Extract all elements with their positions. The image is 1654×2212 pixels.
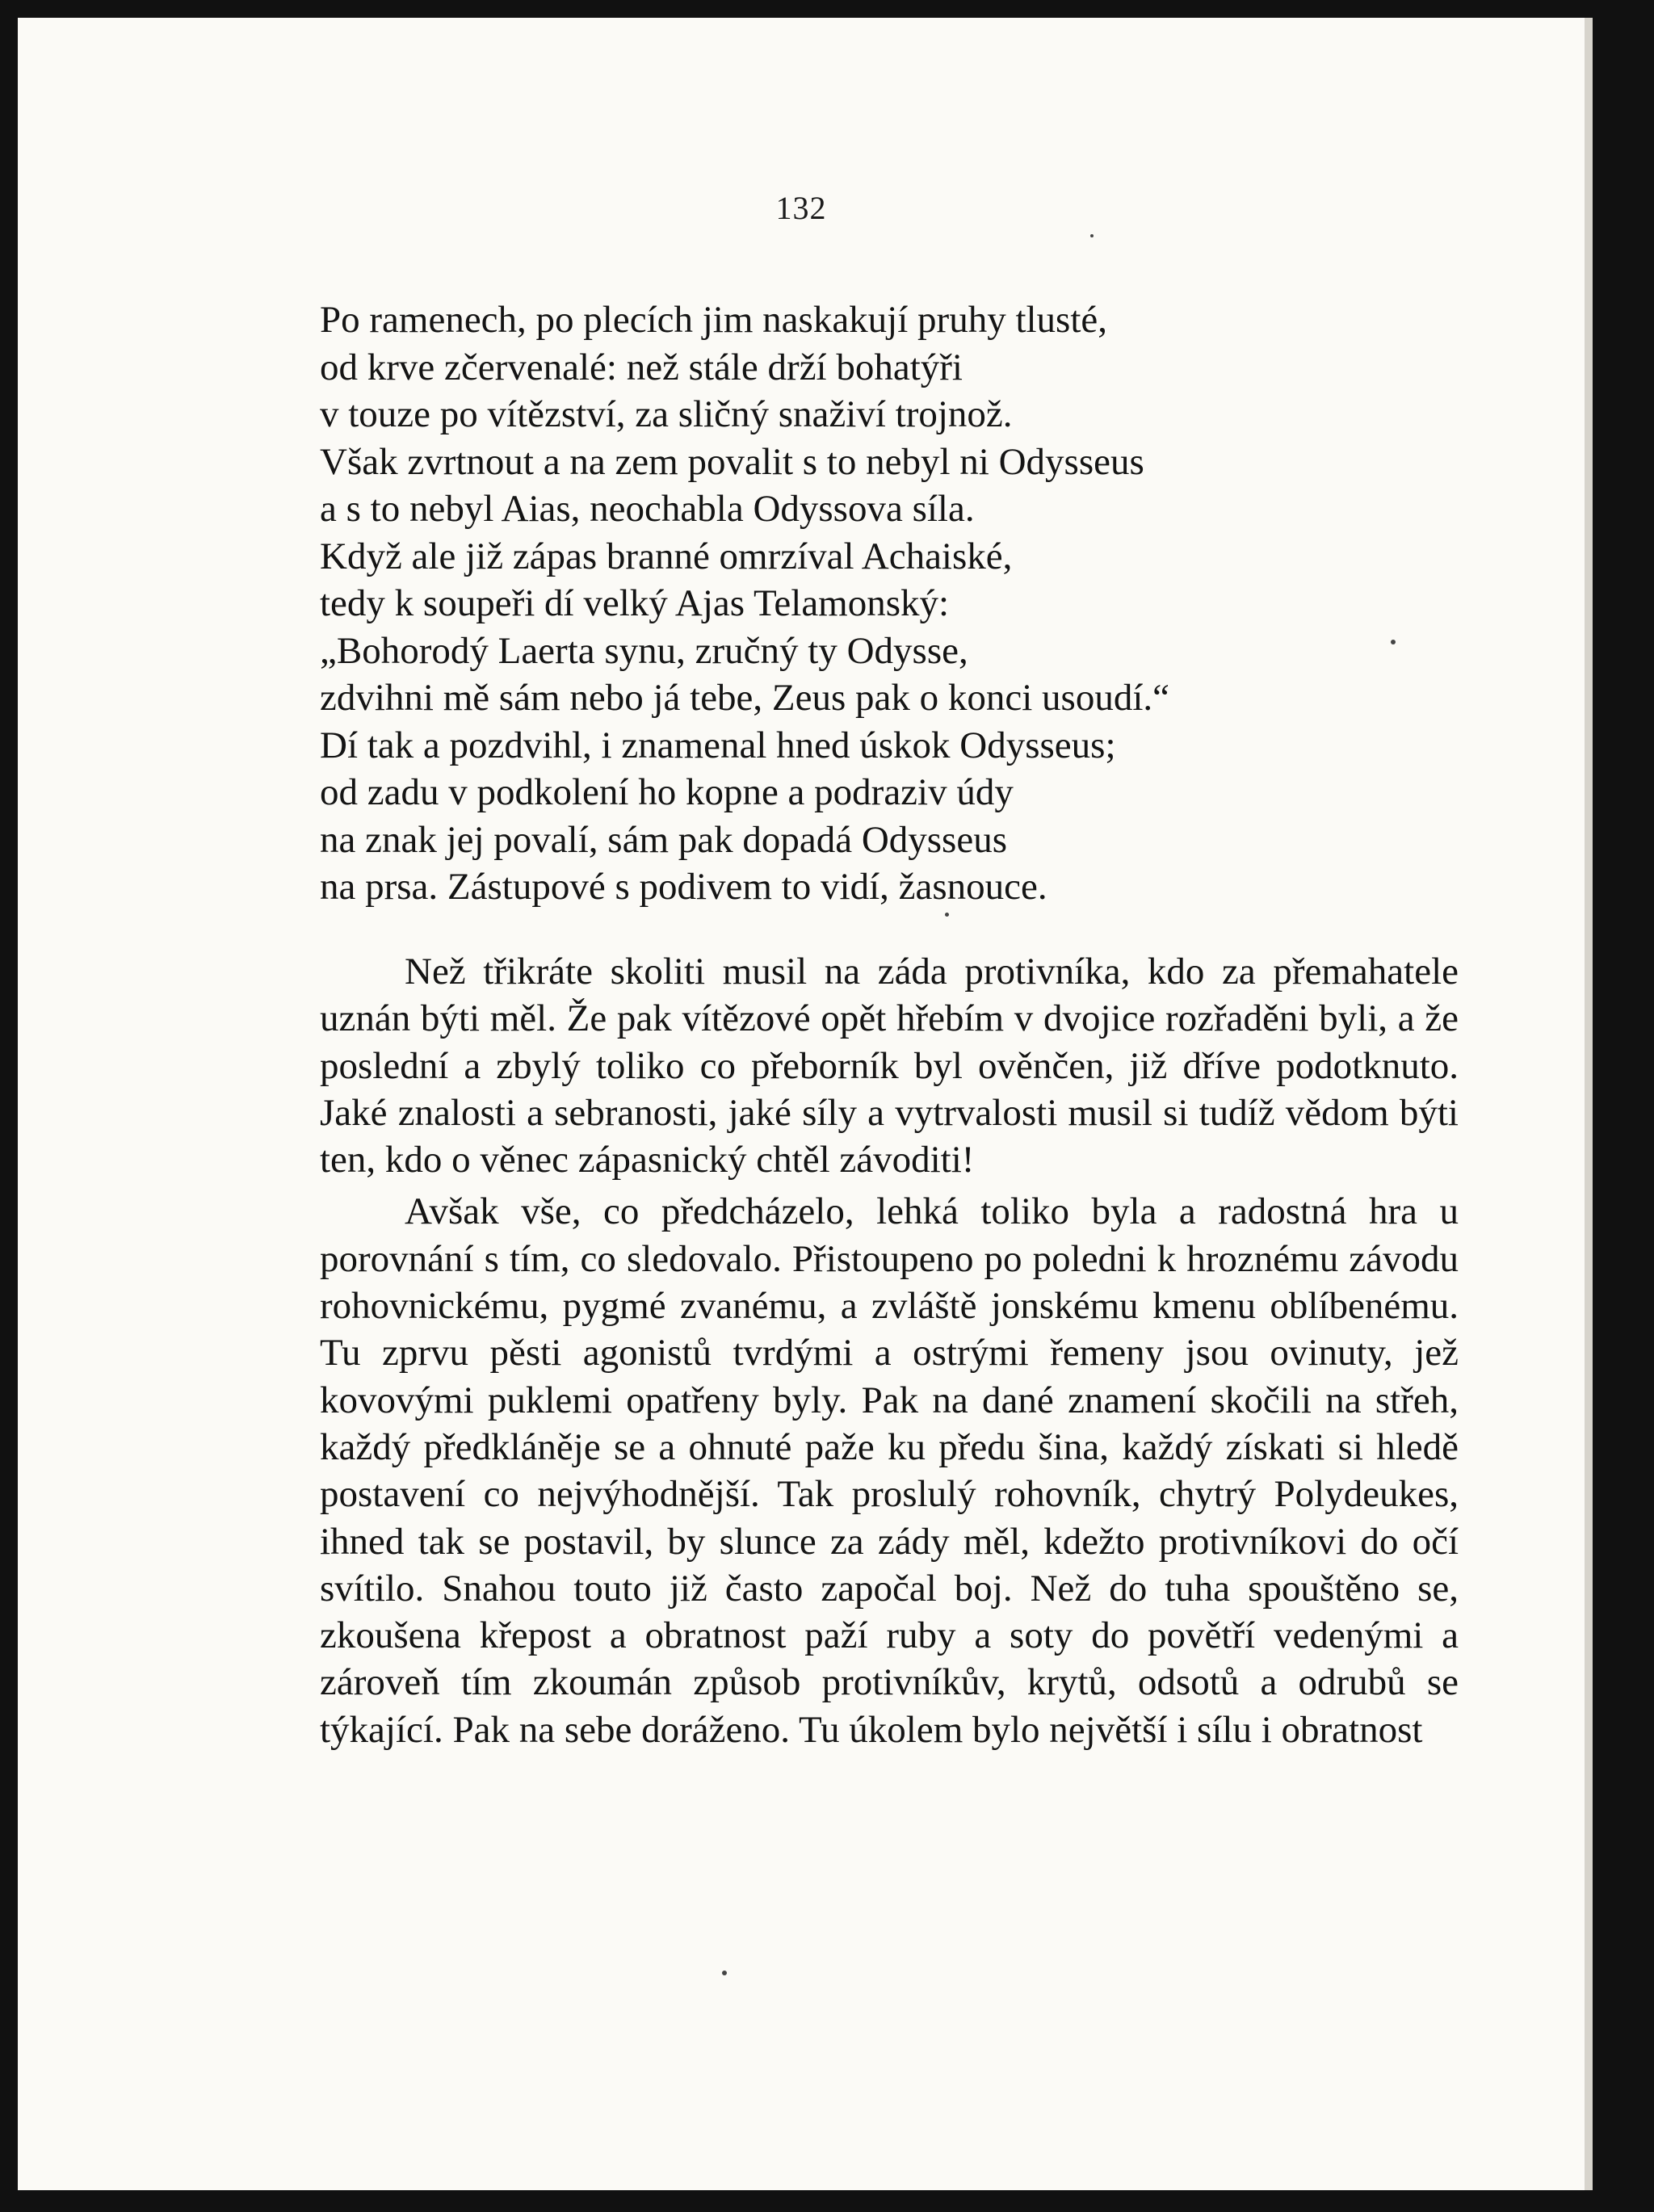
verse-line: tedy k soupeři dí velký Ajas Telamonský:	[320, 582, 950, 624]
prose-block	[320, 948, 1459, 1753]
verse-line: Dí tak a pozdvihl, i znamenal hned úskok Odysseus;	[320, 724, 1116, 766]
scan-speck	[945, 913, 949, 917]
verse-line: Když ale již zápas branné omrzíval Achaiské,	[320, 535, 1013, 577]
scan-speck	[722, 1971, 727, 1975]
verse-line: Však zvrtnout a na zem povalit s to nebyl ni Odysseus	[320, 440, 1144, 483]
verse-line: v touze po vítězství, za sličný snaživí trojnož.	[320, 393, 1013, 435]
verse-line: od zadu v podkolení ho kopne a podraziv údy	[320, 771, 1014, 813]
scan-speck	[1090, 234, 1094, 237]
paragraph: Než třikráte skoliti musil na záda protivníka, kdo za přemahatele uznán býti měl. Že pak vítězové opět hřebím v dvojice rozřaděni byli, a že poslední a zbylý toliko co přeborník byl ověnčen, již dříve podotknuto. Jaké znalosti a sebranosti, jaké síly a vytrvalosti musil si tudíž vědom býti ten, kdo o věnec zápasnický chtěl závoditi!	[320, 951, 1459, 1182]
paragraph: Avšak vše, co předcházelo, lehká toliko byla a radostná hra u porovnání s tím, co sledovalo. Přistoupeno po poledni k hroznému závodu rohovnickému, pygmé zvanému, a zvláště jonskému kmenu oblíbenému. Tu zprvu pěsti agonistů tvrdými a ostrými řemeny jsou ovinuty, jež kovovými puklemi opatřeny byly. Pak na dané znamení skočili na střeh, každý předkláněje se a ohnuté paže ku předu šina, každý získati si hledě postavení co nejvýhodnější. Tak proslulý rohovník, chytrý Polydeukes, ihned tak se postavil, by slunce za zády měl, kdežto protivníkovi do očí svítilo. Snahou touto již často započal boj. Než do tuha spouštěno se, zkoušena křepost a obratnost paží ruby a soty do povětří vedenými a zároveň tím zkoumán způsob protivníkův, krytů, odsotů a odrubů se týkající. Pak na sebe doráženo. Tu úkolem bylo největší i sílu i obratnost	[320, 1190, 1459, 1751]
verse-line: Po ramenech, po plecích jim naskakují pruhy tlusté,	[320, 299, 1108, 341]
scan-speck	[1391, 640, 1396, 644]
verse-line: a s to nebyl Aias, neochabla Odyssova síla.	[320, 488, 975, 530]
verse-block	[320, 296, 1475, 911]
verse-line: na znak jej povalí, sám pak dopadá Odysseus	[320, 818, 1008, 861]
book-page	[18, 18, 1593, 2190]
page-number: 132	[775, 190, 827, 226]
verse-line: „Bohorodý Laerta synu, zručný ty Odysse,	[320, 629, 968, 672]
verse-line: zdvihni mě sám nebo já tebe, Zeus pak o konci usoudí.“	[320, 677, 1170, 719]
verse-line: od krve zčervenalé: než stále drží bohatýři	[320, 346, 963, 388]
verse-line: na prsa. Zástupové s podivem to vidí, žasnouce.	[320, 866, 1047, 908]
